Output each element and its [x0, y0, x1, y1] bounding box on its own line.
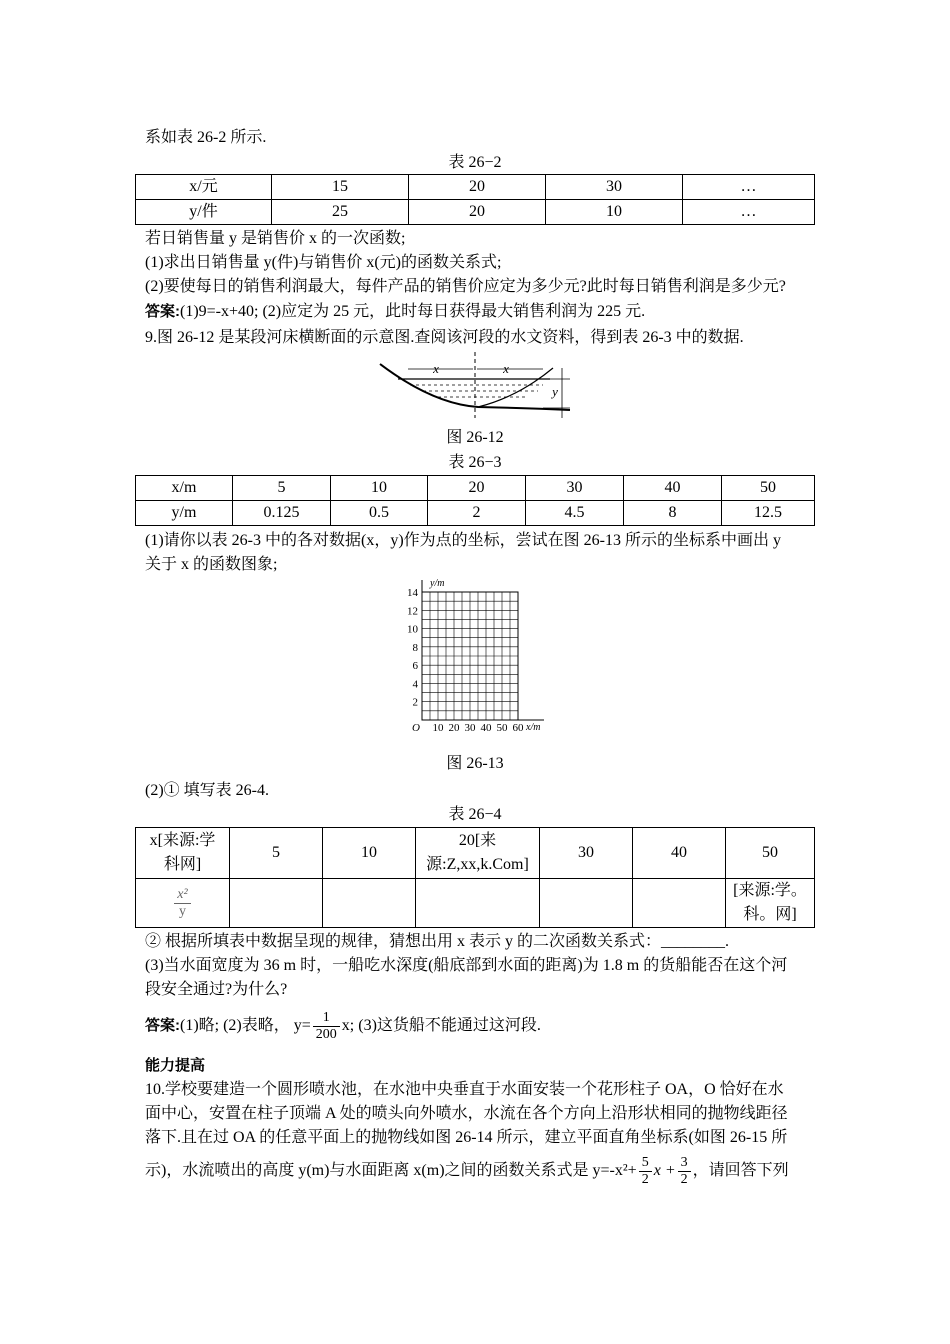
x-tick-label: 40: [480, 722, 492, 734]
y-tick-label: 14: [407, 587, 418, 599]
table-26-2-caption: 表 26−2: [448, 154, 502, 171]
x-tick-label: 10: [432, 722, 444, 734]
q10-line-4: 示)，水流喷出的高度 y(m)与水面距离 x(m)之间的函数关系式是 y=-x²+ $\frac{5}{2}$ x + $\frac{3}{2}$ ，请回答下列: [145, 1154, 789, 1187]
q9-part2: (2)① 填写表 26-4.: [145, 782, 269, 799]
intro-line: 系如表 26-2 所示.: [145, 129, 267, 146]
table-cell: …: [683, 200, 815, 225]
answer-label: 答案:: [145, 303, 180, 320]
x-tick-label: 50: [496, 722, 508, 734]
y-tick-label: 12: [407, 605, 418, 618]
q9-part2b: ② 根据所填表中数据呈现的规律，猜想出用 x 表示 y 的二次函数关系式：________.: [145, 933, 730, 950]
q9-answer: [145, 1006, 825, 1046]
answer-label: 答案:: [145, 1017, 180, 1034]
table-cell: [540, 879, 633, 928]
q9-part1-line-2: 关于 x 的函数图象;: [145, 556, 278, 573]
figure-26-12-caption: 图 26-12: [446, 429, 504, 446]
table-cell: [416, 879, 540, 928]
grid: [422, 592, 518, 720]
table-cell: 30: [540, 828, 633, 879]
table-26-4-caption: 表 26−4: [448, 806, 502, 823]
x-left-label: x: [433, 361, 439, 376]
y-tick-label: 10: [407, 623, 418, 636]
table-cell: y/件: [136, 200, 272, 225]
table-26-3-caption: 表 26−3: [448, 454, 502, 471]
x-tick-label: 60: [512, 722, 524, 734]
answer-text-a: (1)略; (2)表略， y=: [180, 1017, 311, 1034]
table-26-3: [135, 475, 815, 526]
table-cell: 2: [428, 501, 526, 526]
table-cell: 40: [633, 828, 726, 879]
q10-line-1: 10.学校要建造一个圆形喷水池，在水池中央垂直于水面安装一个花形柱子 OA，O 恰好在水: [145, 1081, 784, 1098]
y-axis-label: y/m: [430, 578, 445, 589]
table-row: [136, 501, 815, 526]
table-row: [136, 476, 815, 501]
y-tick-labels: [407, 587, 419, 709]
parabola-curve: [478, 368, 553, 407]
q9-intro: 9.图 26-12 是某段河床横断面的示意图.查阅该河段的水文资料，得到表 26-3 中的数据.: [145, 329, 744, 346]
table-26-2: [135, 174, 815, 225]
table-cell: 25: [272, 200, 409, 225]
table-row: [136, 879, 815, 928]
section-title: 能力提高: [145, 1057, 206, 1074]
table-cell: 20: [428, 476, 526, 501]
q9-part3-line-1: (3)当水面宽度为 36 m 时，一船吃水深度(船底部到水面的距离)为 1.8 m 的货船能否在这个河: [145, 957, 788, 974]
y-tick-label: 6: [412, 660, 418, 673]
x-axis-label: x/m: [526, 722, 541, 733]
table-cell: 5: [233, 476, 331, 501]
table-cell: [633, 879, 726, 928]
answer-text-b: x; (3)这货船不能通过这河段.: [341, 1017, 541, 1034]
q10-line-3: 落下.且在过 OA 的任意平面上的抛物线如图 26-14 所示，建立平面直角坐标系(如图 26-15 所: [145, 1129, 788, 1146]
table-cell: 30: [526, 476, 624, 501]
table-cell: [230, 879, 323, 928]
table-cell: 4.5: [526, 501, 624, 526]
y-tick-label: 2: [412, 696, 418, 709]
answer-fraction: $\frac{1}{200}$: [313, 1010, 340, 1043]
x2-over-y-fraction: $\frac{\text{x²}}{y}$: [174, 887, 190, 920]
table-cell: 5: [230, 828, 323, 879]
table-cell: x[来源:学 科网]: [136, 828, 230, 879]
figure-26-13-caption: 图 26-13: [446, 755, 504, 772]
q8-line-1: 若日销售量 y 是销售价 x 的一次函数;: [145, 230, 406, 247]
table-cell: 20: [409, 175, 546, 200]
table-cell: [来源:学。 科。网]: [726, 879, 815, 928]
table-cell: …: [683, 175, 815, 200]
table-cell: 0.125: [233, 501, 331, 526]
q9-part3-line-2: 段安全通过?为什么?: [145, 981, 288, 998]
table-26-4: [135, 827, 815, 928]
table-row: [136, 200, 815, 225]
coordinate-grid-figure: [396, 576, 550, 736]
fraction-5-2: $\frac{5}{2}$: [639, 1155, 652, 1188]
table-cell: 20: [409, 200, 546, 225]
answer-text: (1)9=-x+40; (2)应定为 25 元，此时每日获得最大销售利润为 225 元.: [180, 303, 646, 320]
table-row: [136, 175, 815, 200]
y-label: y: [552, 384, 558, 399]
x-tick-label: 30: [464, 722, 476, 734]
table-cell: 15: [272, 175, 409, 200]
q9-part1-line-1: (1)请你以表 26-3 中的各对数据(x，y)作为点的坐标，尝试在图 26-13 所示的坐标系中画出 y: [145, 532, 781, 549]
q8-line-2: (1)求出日销售量 y(件)与销售价 x(元)的函数关系式;: [145, 254, 502, 271]
table-cell: x/元: [136, 175, 272, 200]
table-cell: 8: [624, 501, 722, 526]
table-cell: 20[来 源:Z,xx,k.Com]: [416, 828, 540, 879]
q8-answer: [145, 300, 825, 324]
table-cell: 0.5: [331, 501, 428, 526]
x-right-label: x: [503, 361, 509, 376]
river-cross-section-figure: [378, 352, 573, 424]
origin-label: O: [412, 722, 420, 734]
table-cell: [323, 879, 416, 928]
table-cell: 10: [323, 828, 416, 879]
y-tick-label: 4: [412, 678, 418, 691]
table-cell: 40: [624, 476, 722, 501]
table-cell: 10: [546, 200, 683, 225]
table-cell: [136, 879, 230, 928]
fraction-3-2: $\frac{3}{2}$: [678, 1155, 691, 1188]
table-cell: x/m: [136, 476, 233, 501]
q8-line-3: (2)要使每日的销售利润最大，每件产品的销售价应定为多少元?此时每日销售利润是多少元?: [145, 278, 786, 295]
q10-line-2: 面中心，安置在柱子顶端 A 处的喷头向外喷水，水流在各个方向上沿形状相同的抛物线距径: [145, 1105, 788, 1122]
y-tick-label: 8: [412, 641, 418, 654]
x-tick-labels: [433, 722, 525, 734]
x-tick-label: 20: [448, 722, 460, 734]
table-cell: 30: [546, 175, 683, 200]
table-cell: 50: [722, 476, 815, 501]
table-cell: y/m: [136, 501, 233, 526]
table-cell: 10: [331, 476, 428, 501]
table-cell: 12.5: [722, 501, 815, 526]
table-row: [136, 828, 815, 879]
table-cell: 50: [726, 828, 815, 879]
